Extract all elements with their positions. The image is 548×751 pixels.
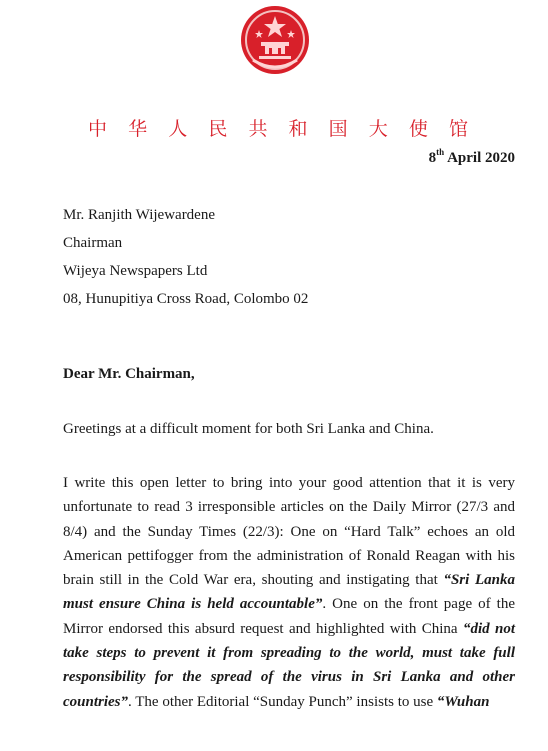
recipient-address-block (63, 201, 308, 313)
salutation: Dear Mr. Chairman, (63, 366, 195, 382)
embassy-char: 中 (88, 118, 108, 140)
quote-text: “did not take steps to prevent it from spreading to the world, must take full responsibility for the spread of the virus in Sri Lanka and other countries” (63, 620, 515, 710)
recipient-name: Mr. Ranjith Wijewardene (63, 207, 215, 223)
quote-text: “Wuhan (436, 693, 490, 710)
embassy-char: 人 (168, 118, 188, 140)
national-emblem-icon (239, 4, 311, 76)
quote-text: “Sri Lanka must ensure China is held accountable” (63, 572, 515, 613)
recipient-address: 08, Hunupitiya Cross Road, Colombo 02 (63, 291, 309, 307)
greeting-line: Greetings at a difficult moment for both Sri Lanka and China. (63, 421, 434, 437)
paragraph-text: . One on the front page of the Mirror endorsed this absurd request and highlighted with China (63, 596, 515, 637)
embassy-char: 华 (128, 118, 148, 140)
recipient-company: Wijeya Newspapers Ltd (63, 263, 208, 279)
embassy-char: 国 (328, 118, 348, 140)
letter-date (429, 148, 515, 167)
embassy-char: 民 (208, 118, 228, 140)
paragraph-text: I write this open letter to bring into your good attention that it is very unfortunate to read 3 irresponsible articles on the Daily Mirror (27/3 and 8/4) and the Sunday Times (22/3): One on “Hard Talk” echoes an old American pettifogger from the administration of Ronald Reagan with his brain still in the Cold War era, shouting and instigating that (63, 475, 515, 589)
recipient-title: Chairman (63, 235, 123, 251)
date-suffix: th (436, 147, 445, 157)
embassy-char: 和 (288, 118, 308, 140)
embassy-char: 大 (368, 118, 388, 140)
embassy-char: 馆 (448, 118, 468, 140)
date-day: 8 (428, 150, 437, 166)
embassy-char: 共 (248, 118, 268, 140)
embassy-name (88, 114, 468, 141)
body-paragraph (63, 471, 515, 714)
embassy-char: 使 (408, 118, 428, 140)
date-month-year: April 2020 (447, 150, 515, 166)
paragraph-text: . The other Editorial “Sunday Punch” insists to use (128, 693, 437, 710)
